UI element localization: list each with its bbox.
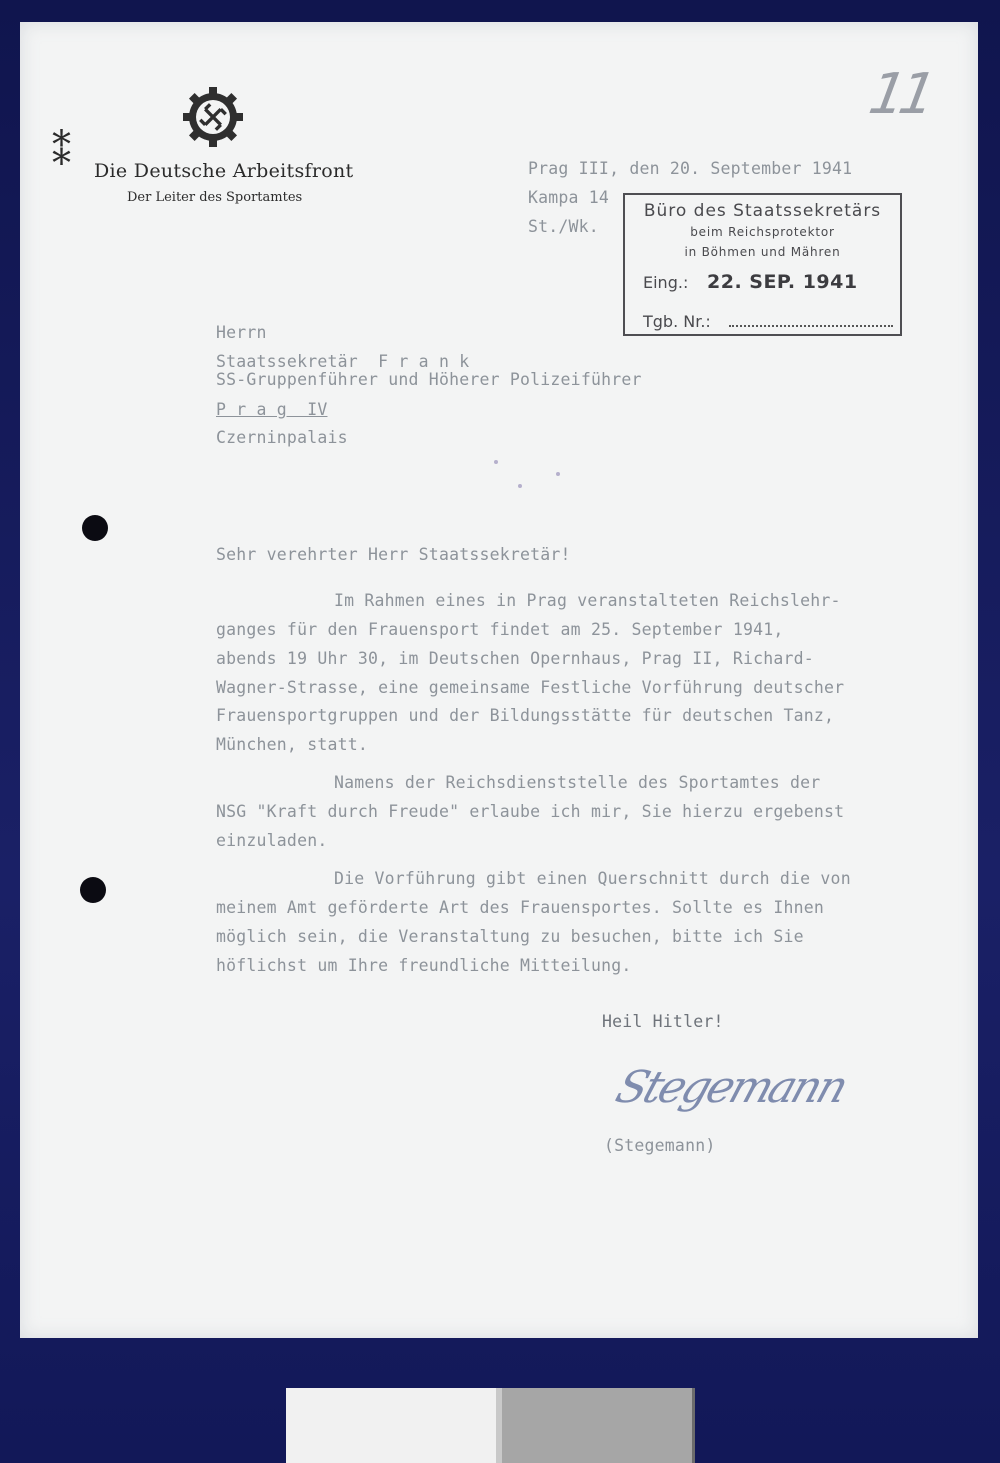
sender-address: Kampa 14 [528, 188, 610, 207]
handwritten-page-number: 11 [864, 62, 935, 127]
punch-hole-lower [80, 877, 106, 903]
recipient-city: P r a g IV [216, 400, 328, 419]
stamp-journal-label: Tgb. Nr.: [643, 312, 711, 331]
place-date: Prag III, den 20. September 1941 [528, 159, 853, 178]
margin-mark: ⁑ [52, 130, 71, 174]
ink-speck [518, 484, 522, 488]
stamp-received-date: 22. SEP. 1941 [707, 271, 858, 293]
reference-code: St./Wk. [528, 217, 599, 236]
stamp-office-region: in Böhmen und Mähren [684, 245, 841, 259]
department-name: Der Leiter des Sportamtes [127, 190, 303, 205]
body-line: Namens der Reichsdienststelle des Sportamtes der [334, 773, 821, 792]
stamp-received-label: Eing.: [643, 273, 689, 292]
scan-color-strip-dark [692, 1388, 695, 1463]
stamp-journal-blank [729, 325, 893, 327]
body-line: meinem Amt geförderte Art des Frauensportes. Sollte es Ihnen [216, 898, 825, 917]
body-line: einzuladen. [216, 831, 328, 850]
greeting: Sehr verehrter Herr Staatssekretär! [216, 545, 571, 564]
recipient-salutation: Herrn [216, 323, 267, 342]
stamp-office: Büro des Staatssekretärs [643, 201, 882, 221]
ink-speck [494, 460, 498, 464]
body-line: Im Rahmen eines in Prag veranstalteten Reichslehr- [334, 591, 841, 610]
daf-emblem-icon [182, 86, 244, 148]
recipient-name: Staatssekretär F r a n k [216, 352, 470, 371]
receipt-stamp [623, 193, 902, 336]
body-line: NSG "Kraft durch Freude" erlaube ich mir, Sie hierzu ergebenst [216, 802, 845, 821]
scan-color-strip-gray [502, 1388, 692, 1463]
scan-color-strip-white [286, 1388, 496, 1463]
closing: Heil Hitler! [602, 1012, 724, 1031]
recipient-rank: SS-Gruppenführer und Höherer Polizeiführer [216, 370, 642, 389]
body-line: abends 19 Uhr 30, im Deutschen Opernhaus, Prag II, Richard- [216, 649, 814, 668]
body-line: Wagner-Strasse, eine gemeinsame Festliche Vorführung deutscher [216, 678, 845, 697]
stamp-office-sub: beim Reichsprotektor [690, 225, 835, 239]
body-line: Die Vorführung gibt einen Querschnitt durch die von [334, 869, 851, 888]
recipient-building: Czerninpalais [216, 428, 348, 447]
typed-signature: (Stegemann) [604, 1136, 716, 1155]
body-line: München, statt. [216, 735, 369, 754]
body-line: höflichst um Ihre freundliche Mitteilung. [216, 956, 632, 975]
body-line: ganges für den Frauensport findet am 25. September 1941, [216, 620, 784, 639]
ink-speck [556, 472, 560, 476]
punch-hole-upper [82, 515, 108, 541]
body-line: Frauensportgruppen und der Bildungsstätte für deutschen Tanz, [216, 706, 835, 725]
organization-name: Die Deutsche Arbeitsfront [94, 160, 354, 182]
handwritten-signature: Stegemann [609, 1062, 852, 1113]
body-line: möglich sein, die Veranstaltung zu besuchen, bitte ich Sie [216, 927, 804, 946]
